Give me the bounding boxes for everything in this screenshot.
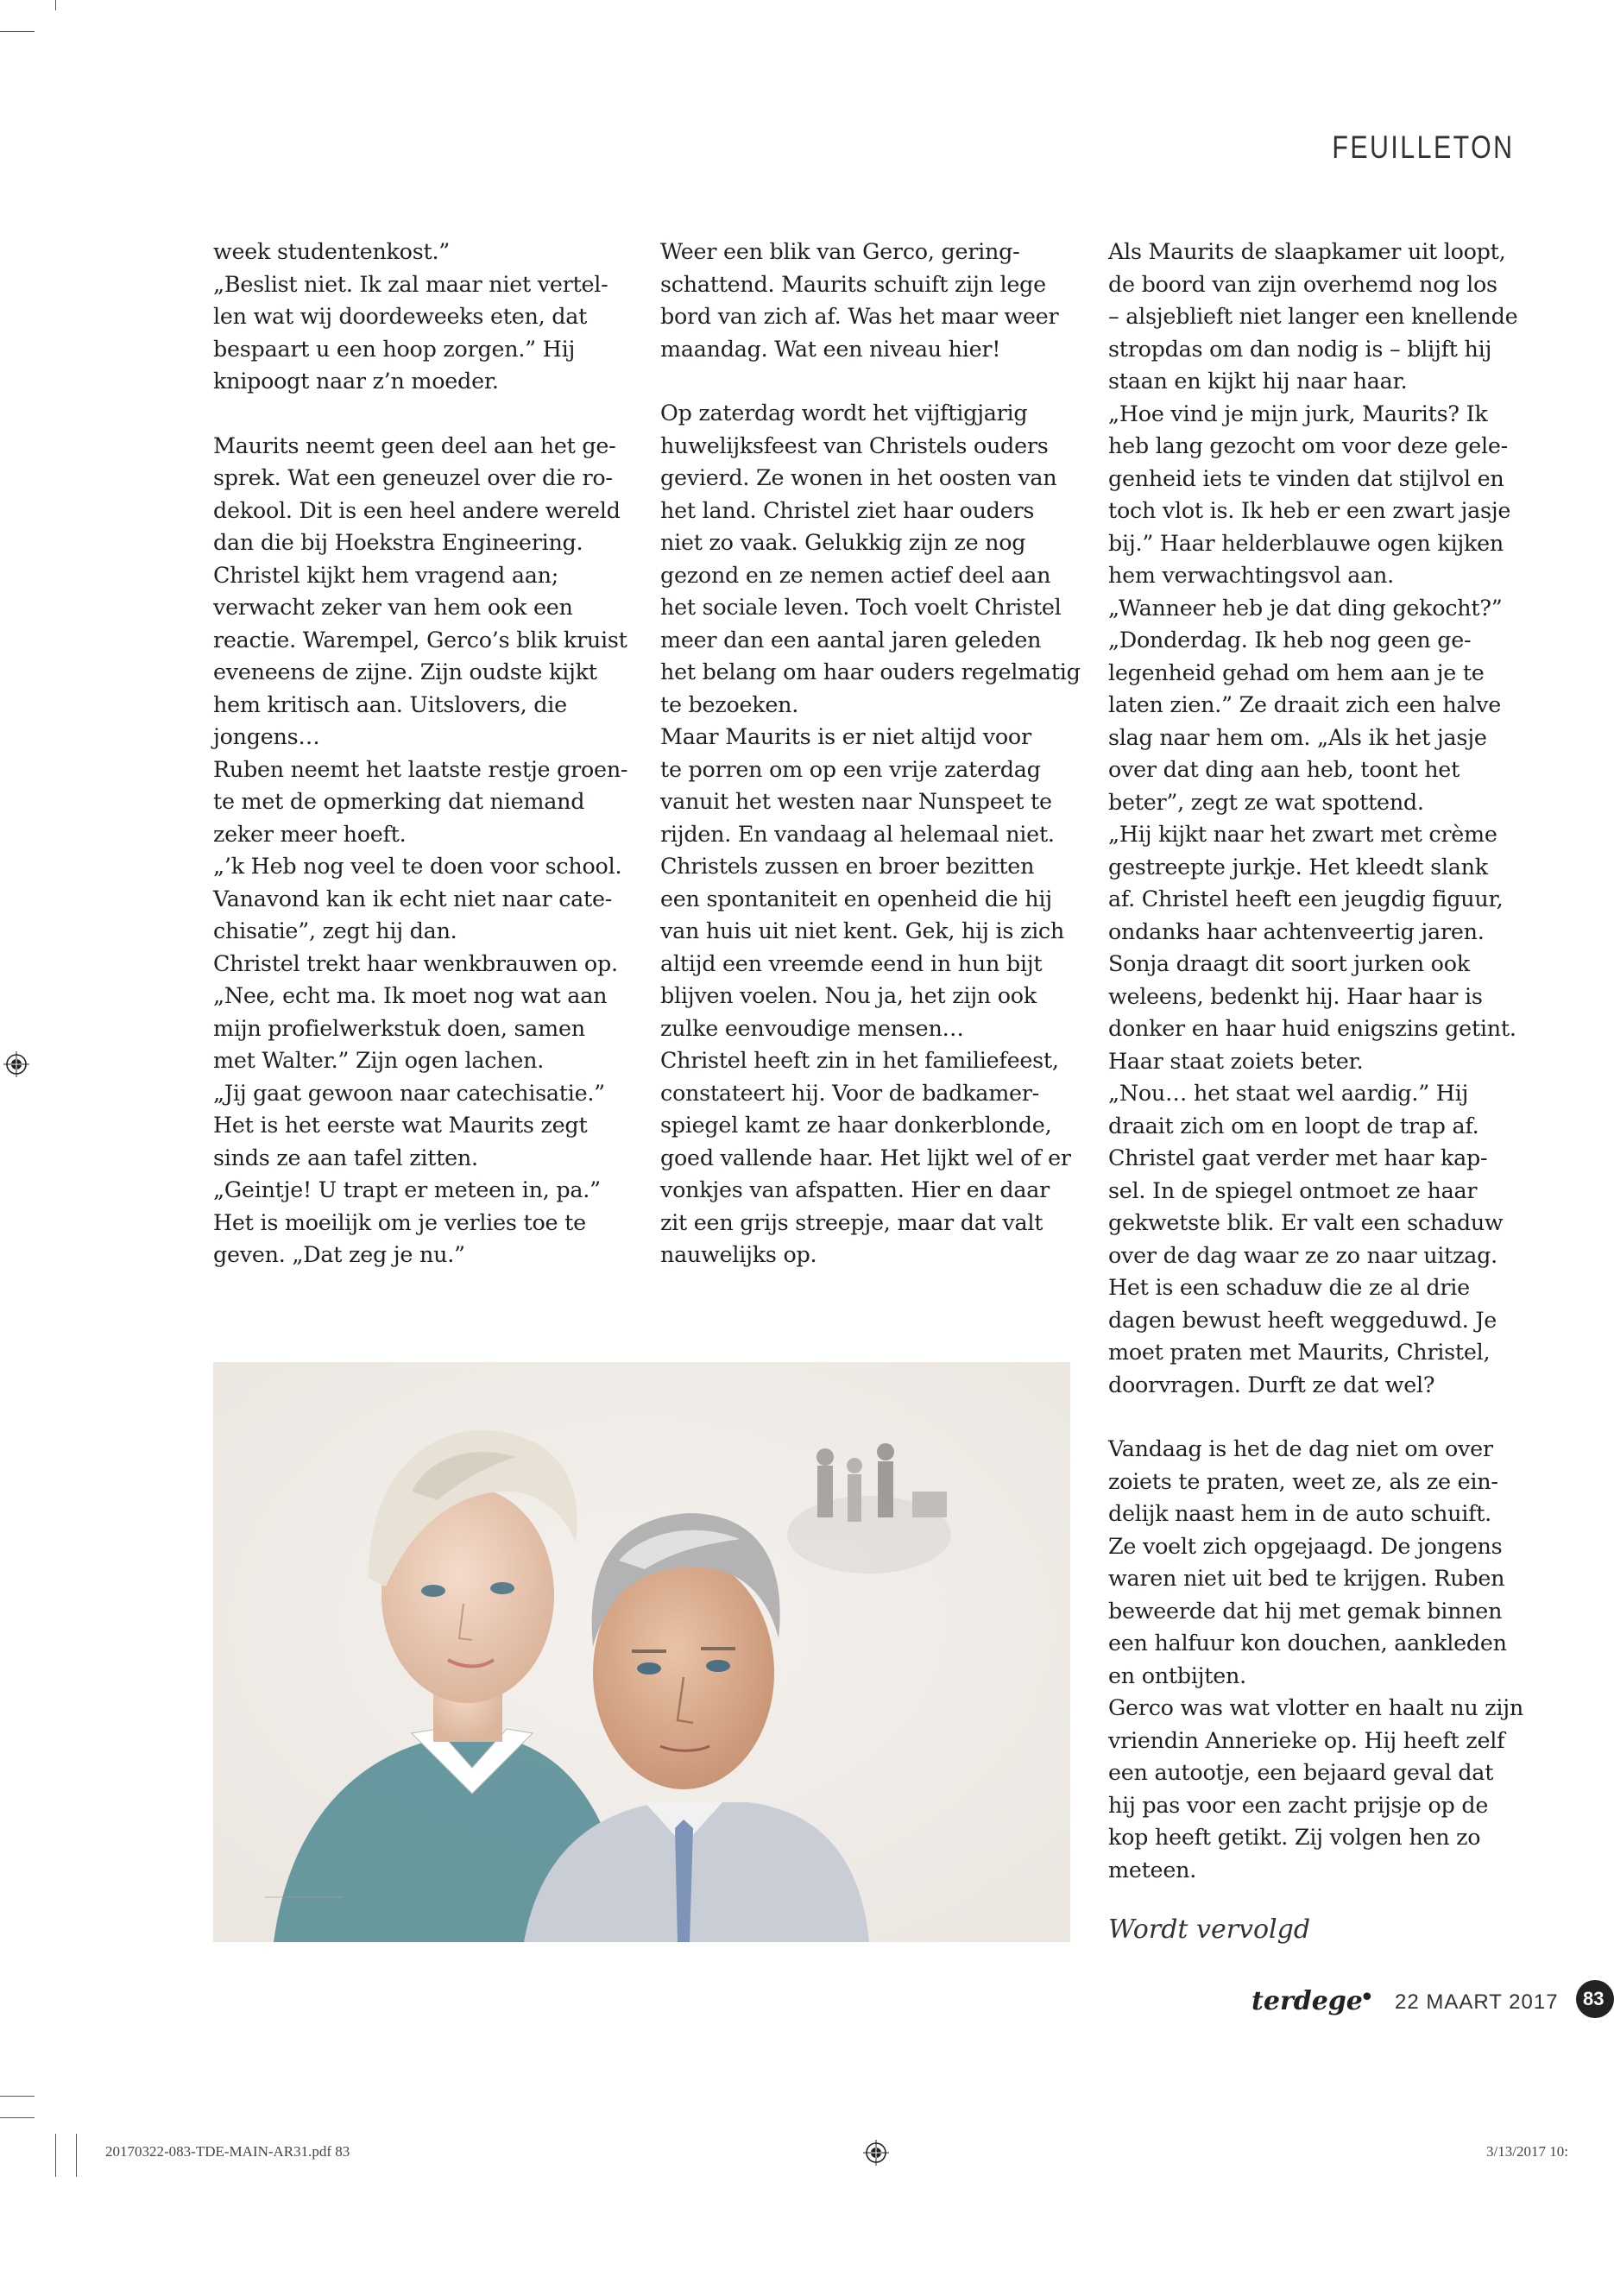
- crop-mark-bottom-left-v1: [55, 2134, 56, 2177]
- text-line: Sonja draagt dit soort jurken ook: [1108, 950, 1470, 976]
- text-line: het land. Christel ziet haar ouders: [660, 496, 1035, 523]
- text-line: beter”, zegt ze wat spottend.: [1108, 788, 1424, 815]
- text-line: knipoogt naar z’n moeder.: [213, 368, 499, 394]
- page-number-tab: 83: [1576, 1980, 1614, 2018]
- text-line: een halfuur kon douchen, aankleden: [1108, 1630, 1507, 1656]
- text-line: Op zaterdag wordt het vijftigjarig: [660, 400, 1028, 426]
- text-line: heb lang gezocht om voor deze gele-: [1108, 432, 1508, 458]
- text-line: gevierd. Ze wonen in het oosten van: [660, 464, 1057, 490]
- text-line: Ruben neemt het laatste restje groen-: [213, 755, 628, 782]
- text-line: Vandaag is het de dag niet om over: [1108, 1435, 1493, 1461]
- footer-date: 22 MAART 2017: [1395, 1990, 1559, 2014]
- text-line: waren niet uit bed te krijgen. Ruben: [1108, 1565, 1505, 1591]
- paragraph-gap: [1108, 1401, 1535, 1433]
- text-line: chisatie”, zegt hij dan.: [213, 918, 457, 943]
- text-line: sprek. Wat een geneuzel over die ro-: [213, 464, 613, 490]
- text-column-right: [1108, 236, 1535, 1886]
- registration-mark-bottom-icon: [863, 2140, 889, 2166]
- text-line: weleens, bedenkt hij. Haar haar is: [1108, 982, 1483, 1009]
- text-line: stropdas om dan nodig is – blijft hij: [1108, 335, 1492, 362]
- text-line: „Nou… het staat wel aardig.” Hij: [1108, 1080, 1469, 1106]
- text-line: over dat ding aan heb, toont het: [1108, 756, 1460, 782]
- illustration-couple: [213, 1362, 1070, 1942]
- text-line: het sociale leven. Toch voelt Christel: [660, 594, 1062, 620]
- text-line: jongens…: [213, 723, 320, 749]
- text-line: vanuit het westen naar Nunspeet te: [660, 788, 1052, 814]
- text-line: len wat wij doordeweeks eten, dat: [213, 303, 588, 329]
- text-line: „Hij kijkt naar het zwart met crème: [1108, 821, 1497, 847]
- text-line: gestreepte jurkje. Het kleedt slank: [1108, 853, 1488, 880]
- text-line: goed vallende haar. Het lijkt wel of er: [660, 1144, 1071, 1170]
- text-line: week studentenkost.”: [213, 238, 450, 264]
- text-line: Christel kijkt hem vragend aan;: [213, 561, 559, 588]
- text-line: vriendin Annerieke op. Hij heeft zelf: [1108, 1726, 1505, 1753]
- text-line: toch vlot is. Ik heb er een zwart jasje: [1108, 497, 1511, 523]
- text-line: „Hoe vind je mijn jurk, Maurits? Ik: [1108, 400, 1488, 426]
- text-line: Christels zussen en broer bezitten: [660, 853, 1035, 879]
- text-line: vonkjes van afspatten. Hier en daar: [660, 1176, 1050, 1202]
- text-line: sel. In de spiegel ontmoet ze haar: [1108, 1176, 1478, 1203]
- text-line: Ze voelt zich opgejaagd. De jongens: [1108, 1532, 1503, 1559]
- text-line: over de dag waar ze zo naar uitzag.: [1108, 1241, 1497, 1268]
- text-line: Het is moeilijk om je verlies toe te: [213, 1208, 586, 1235]
- text-column-middle: [660, 236, 1088, 1271]
- text-line: schattend. Maurits schuift zijn lege: [660, 270, 1046, 297]
- text-line: Als Maurits de slaapkamer uit loopt,: [1108, 238, 1506, 264]
- footer-brand: terdege: [1251, 1986, 1363, 2016]
- text-line: – alsjeblieft niet langer een knellende: [1108, 303, 1518, 329]
- text-line: zulke eenvoudige mensen…: [660, 1014, 964, 1041]
- text-line: de boord van zijn overhemd nog los: [1108, 270, 1497, 297]
- text-line: verwacht zeker van hem ook een: [213, 594, 573, 620]
- paragraph-gap: [213, 398, 640, 430]
- text-line: zeker meer hoeft.: [213, 820, 407, 847]
- crop-mark-bottom-left-h1: [0, 2096, 35, 2097]
- text-line: donker en haar huid enigszins getint.: [1108, 1015, 1516, 1041]
- text-line: altijd een vreemde eend in hun bijt: [660, 949, 1043, 976]
- text-line: Maurits neemt geen deel aan het ge-: [213, 432, 616, 458]
- text-line: bord van zich af. Was het maar weer: [660, 303, 1059, 329]
- text-line: Christel trekt haar wenkbrauwen op.: [213, 949, 618, 976]
- crop-mark-top-left-h: [0, 31, 35, 32]
- text-line: dagen bewust heeft weggeduwd. Je: [1108, 1306, 1497, 1333]
- text-line: slag naar hem om. „Als ik het jasje: [1108, 723, 1487, 750]
- text-line: geven. „Dat zeg je nu.”: [213, 1241, 465, 1267]
- text-line: en ontbijten.: [1108, 1662, 1246, 1688]
- text-line: staan en kijkt hij naar haar.: [1108, 368, 1408, 394]
- text-line: Christel heeft zin in het familiefeest,: [660, 1047, 1059, 1073]
- text-line: gekwetste blik. Er valt een schaduw: [1108, 1209, 1504, 1235]
- text-line: dekool. Dit is een heel andere wereld: [213, 496, 621, 523]
- text-line: het belang om haar ouders regelmatig: [660, 659, 1081, 684]
- text-line: blijven voelen. Nou ja, het zijn ook: [660, 982, 1037, 1008]
- text-line: Het is het eerste wat Maurits zegt: [213, 1112, 588, 1138]
- text-line: bij.” Haar helderblauwe ogen kijken: [1108, 529, 1504, 556]
- text-line: constateert hij. Voor de badkamer-: [660, 1079, 1040, 1106]
- continued-note: Wordt vervolgd: [1108, 1914, 1311, 1945]
- text-line: met Walter.” Zijn ogen lachen.: [213, 1047, 545, 1073]
- text-line: Christel gaat verder met haar kap-: [1108, 1145, 1488, 1170]
- text-line: een autootje, een bejaard geval dat: [1108, 1759, 1494, 1785]
- text-line: maandag. Wat een niveau hier!: [660, 335, 1001, 362]
- text-line: gezond en ze nemen actief deel aan: [660, 561, 1051, 588]
- text-column-left: [213, 236, 640, 1271]
- text-line: kop heeft getikt. Zij volgen hen zo: [1108, 1824, 1481, 1850]
- text-line: dan die bij Hoekstra Engineering.: [213, 529, 583, 555]
- text-line: huwelijksfeest van Christels ouders: [660, 432, 1049, 458]
- text-line: spiegel kamt ze haar donkerblonde,: [660, 1112, 1052, 1138]
- text-line: te bezoeken.: [660, 691, 799, 717]
- text-line: „Wanneer heb je dat ding gekocht?”: [1108, 594, 1503, 621]
- print-slug-timestamp: 3/13/2017 10:: [1486, 2143, 1568, 2160]
- crop-mark-bottom-left-v2: [76, 2134, 77, 2177]
- text-line: „Nee, echt ma. Ik moet nog wat aan: [213, 982, 608, 1008]
- print-slug-file: 20170322-083-TDE-MAIN-AR31.pdf 83: [105, 2143, 350, 2160]
- text-line: rijden. En vandaag al helemaal niet.: [660, 820, 1055, 847]
- text-line: zoiets te praten, weet ze, als ze ein-: [1108, 1467, 1498, 1494]
- text-line: „Donderdag. Ik heb nog geen ge-: [1108, 627, 1472, 653]
- text-line: doorvragen. Durft ze dat wel?: [1108, 1371, 1435, 1397]
- text-line: moet praten met Maurits, Christel,: [1108, 1339, 1491, 1365]
- text-line: ondanks haar achtenveertig jaren.: [1108, 918, 1485, 944]
- text-line: te porren om op een vrije zaterdag: [660, 755, 1041, 782]
- registration-mark-left-icon: [3, 1051, 29, 1077]
- text-line: mijn profielwerkstuk doen, samen: [213, 1014, 585, 1041]
- text-line: „Beslist niet. Ik zal maar niet vertel-: [213, 270, 608, 297]
- text-line: nauwelijks op.: [660, 1241, 817, 1267]
- section-label: FEUILLETON: [1332, 129, 1515, 165]
- text-line: genheid iets te vinden dat stijlvol en: [1108, 464, 1504, 491]
- text-line: „’k Heb nog veel te doen voor school.: [213, 853, 622, 879]
- text-line: „Geintje! U trapt er meteen in, pa.”: [213, 1176, 601, 1202]
- text-line: van huis uit niet kent. Gek, hij is zich: [660, 918, 1065, 943]
- text-line: reactie. Warempel, Gerco’s blik kruist: [213, 626, 627, 653]
- text-line: legenheid gehad om hem aan je te: [1108, 659, 1485, 685]
- text-line: Haar staat zoiets beter.: [1108, 1047, 1364, 1074]
- text-line: te met de opmerking dat niemand: [213, 788, 585, 814]
- text-line: af. Christel heeft een jeugdig figuur,: [1108, 886, 1504, 911]
- text-line: hem verwachtingsvol aan.: [1108, 562, 1394, 588]
- text-line: „Jij gaat gewoon naar catechisatie.”: [213, 1079, 605, 1106]
- text-line: hem kritisch aan. Uitslovers, die: [213, 691, 567, 717]
- text-line: bespaart u een hoop zorgen.” Hij: [213, 335, 576, 362]
- paragraph-gap: [660, 365, 1088, 397]
- text-line: laten zien.” Ze draait zich een halve: [1108, 691, 1502, 717]
- text-line: Weer een blik van Gerco, gering-: [660, 238, 1020, 264]
- text-line: Vanavond kan ik echt niet naar cate-: [213, 885, 613, 911]
- text-line: hij pas voor een zacht prijsje op de: [1108, 1791, 1489, 1818]
- text-line: eveneens de zijne. Zijn oudste kijkt: [213, 659, 597, 684]
- text-line: delijk naast hem in de auto schuift.: [1108, 1500, 1492, 1526]
- crop-mark-bottom-left-h2: [0, 2117, 35, 2118]
- text-line: sinds ze aan tafel zitten.: [213, 1144, 478, 1170]
- text-line: Maar Maurits is er niet altijd voor: [660, 723, 1031, 749]
- text-line: meteen.: [1108, 1856, 1197, 1883]
- text-line: draait zich om en loopt de trap af.: [1108, 1112, 1479, 1139]
- text-line: niet zo vaak. Gelukkig zijn ze nog: [660, 529, 1026, 555]
- text-line: beweerde dat hij met gemak binnen: [1108, 1597, 1503, 1624]
- footer-separator: •: [1359, 1983, 1375, 2013]
- text-line: meer dan een aantal jaren geleden: [660, 626, 1042, 653]
- text-line: Het is een schaduw die ze al drie: [1108, 1274, 1470, 1300]
- text-line: Gerco was wat vlotter en haalt nu zijn: [1108, 1694, 1524, 1720]
- text-line: zit een grijs streepje, maar dat valt: [660, 1208, 1043, 1235]
- crop-mark-top-left-v: [55, 0, 56, 10]
- text-line: een spontaniteit en openheid die hij: [660, 885, 1052, 911]
